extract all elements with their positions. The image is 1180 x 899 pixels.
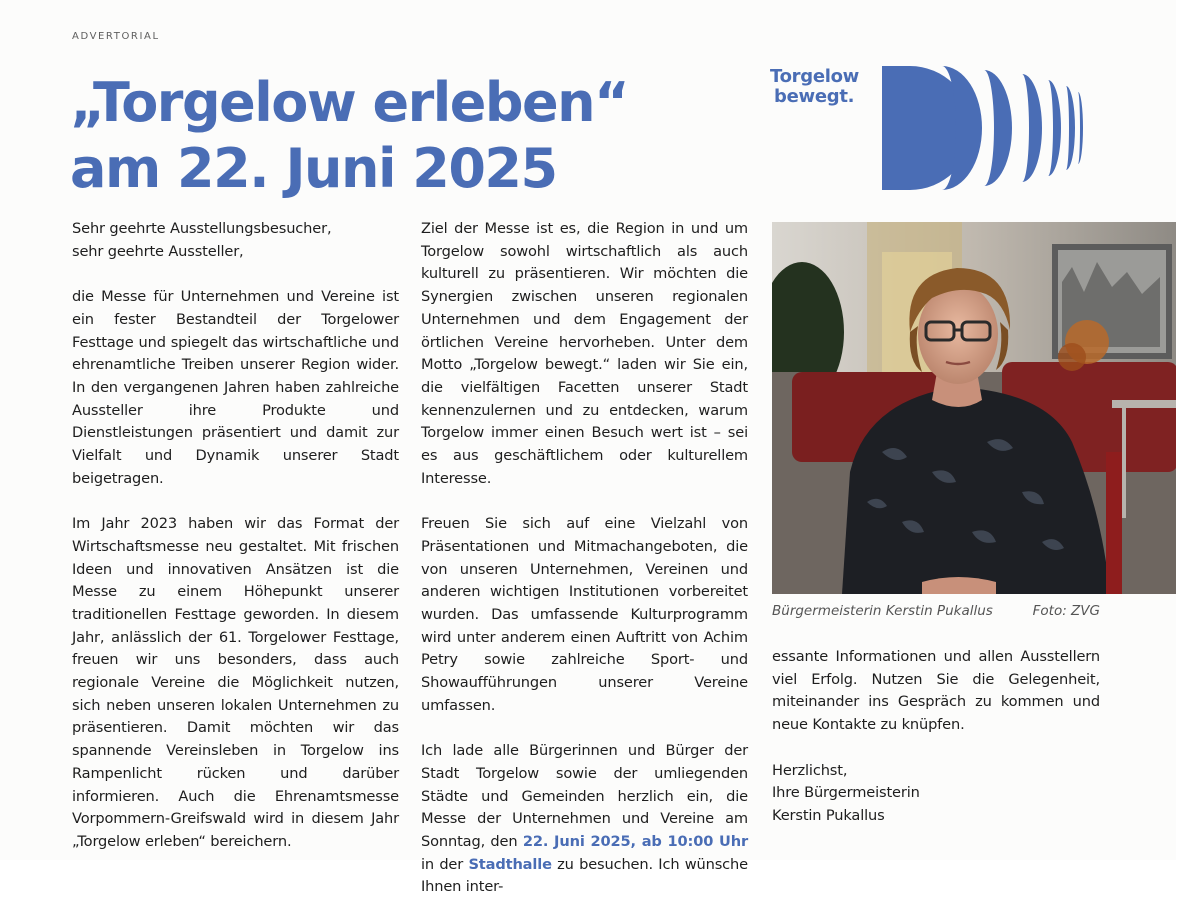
headline-line-2: am 22. Juni 2025 [70, 137, 557, 200]
paragraph-invitation [421, 740, 748, 899]
salutation [72, 218, 399, 263]
signature-role: Ihre Bürgermeisterin [772, 784, 920, 802]
text-column-1 [72, 218, 399, 854]
photo-caption [772, 603, 1100, 619]
portrait-illustration [772, 222, 1178, 594]
kicker-label: ADVERTORIAL [72, 31, 160, 42]
logo-wordmark [770, 67, 859, 107]
paragraph-goal: Ziel der Messe ist es, die Region in und um Torgelow sowohl wirtschaftlich als auch kulturell zu präsentieren. Wir möchten die Synergien zwischen unseren regionalen Unternehmen und dem Engagement der örtlichen Vereine hervorheben. Unter dem Motto „Torgelow bewegt.“ laden wir Sie ein, die vielfältigen Facetten unserer Stadt kennenzulernen und zu entdecken, warum Torgelow immer einen Besuch wert ist – sei es aus geschäftlichem oder kulturellem Interesse. [421, 220, 748, 487]
headline [70, 70, 730, 202]
event-date: 22. Juni 2025, ab 10:00 Uhr [522, 832, 749, 850]
logo-line-1: Torgelow [770, 66, 859, 87]
headline-line-1: „Torgelow erleben“ [70, 71, 629, 134]
text-column-3 [772, 646, 1100, 828]
event-venue: Stadthalle [468, 855, 552, 873]
paragraph-closing: essante Informationen und allen Ausstellern viel Erfolg. Nutzen Sie die Gelegenheit, miteinander ins Gespräch zu kommen und neue Kontakte zu knüpfen. [772, 648, 1100, 734]
paragraph-program: Freuen Sie sich auf eine Vielzahl von Präsentationen und Mitmachangeboten, die von unseren Unternehmen, Vereinen und anderen wichtigen Institutionen vorbereitet wurden. Das umfassende Kulturprogramm wird unter anderem einen Auftritt von Achim Petry sowie zahlreiche Sport- und Showaufführungen unserer Vereine umfassen. [421, 515, 748, 714]
invitation-text-start: Ich lade alle Bürgerinnen und Bürger der Stadt Torgelow sowie der umliegenden Städte und Gemeinden herzlich ein, die Messe der Unternehmen und Vereine am Sonntag, den [421, 742, 748, 850]
text-column-2 [421, 218, 748, 899]
logo-line-2: bewegt. [774, 86, 855, 107]
paragraph-intro: die Messe für Unternehmen und Vereine ist ein fester Bestandteil der Torgelower Festtage und spiegelt das wirtschaftliche und ehrenamtliche Treiben unserer Region wider. In den vergangenen Jahren haben zahlreiche Aussteller ihre Produkte und Dienstleistungen präsentiert und damit zur Vielfalt und Dynamik unserer Stadt beigetragen. [72, 288, 399, 487]
logo-mark-icon [880, 64, 1086, 192]
caption-text: Bürgermeisterin Kerstin Pukallus [772, 603, 993, 619]
invitation-text-end: zu besuchen. Ich wünsche Ihnen inter- [421, 855, 748, 896]
signature-block [772, 760, 1100, 828]
paragraph-format: Im Jahr 2023 haben wir das Format der Wirtschaftsmesse neu gestaltet. Mit frischen Ideen und innovativen Ansätzen ist die Messe zu einem Höhepunkt unserer traditionellen Festtage geworden. In diesem Jahr, anlässlich der 61. Torgelower Festtage, freuen wir uns besonders, dass auch regionale Vereine die Möglichkeit nutzen, sich neben unseren lokalen Unternehmen zu präsentieren. Damit möchten wir das spannende Vereinsleben in Torgelow ins Rampenlicht rücken und darüber informieren. Auch die Ehrenamtsmesse Vorpommern-Greifswald wird in diesem Jahr „Torgelow erleben“ bereichern. [72, 515, 399, 850]
page-edge [1176, 0, 1180, 860]
mayor-photo [772, 222, 1178, 594]
salutation-line-1: Sehr geehrte Ausstellungsbesucher, [72, 220, 332, 237]
invitation-text-mid: in der [421, 855, 469, 873]
salutation-line-2: sehr geehrte Aussteller, [72, 242, 244, 260]
closing-greeting: Herzlichst, [772, 761, 848, 779]
signature-name: Kerstin Pukallus [772, 806, 885, 824]
photo-credit: Foto: ZVG [1032, 603, 1100, 619]
